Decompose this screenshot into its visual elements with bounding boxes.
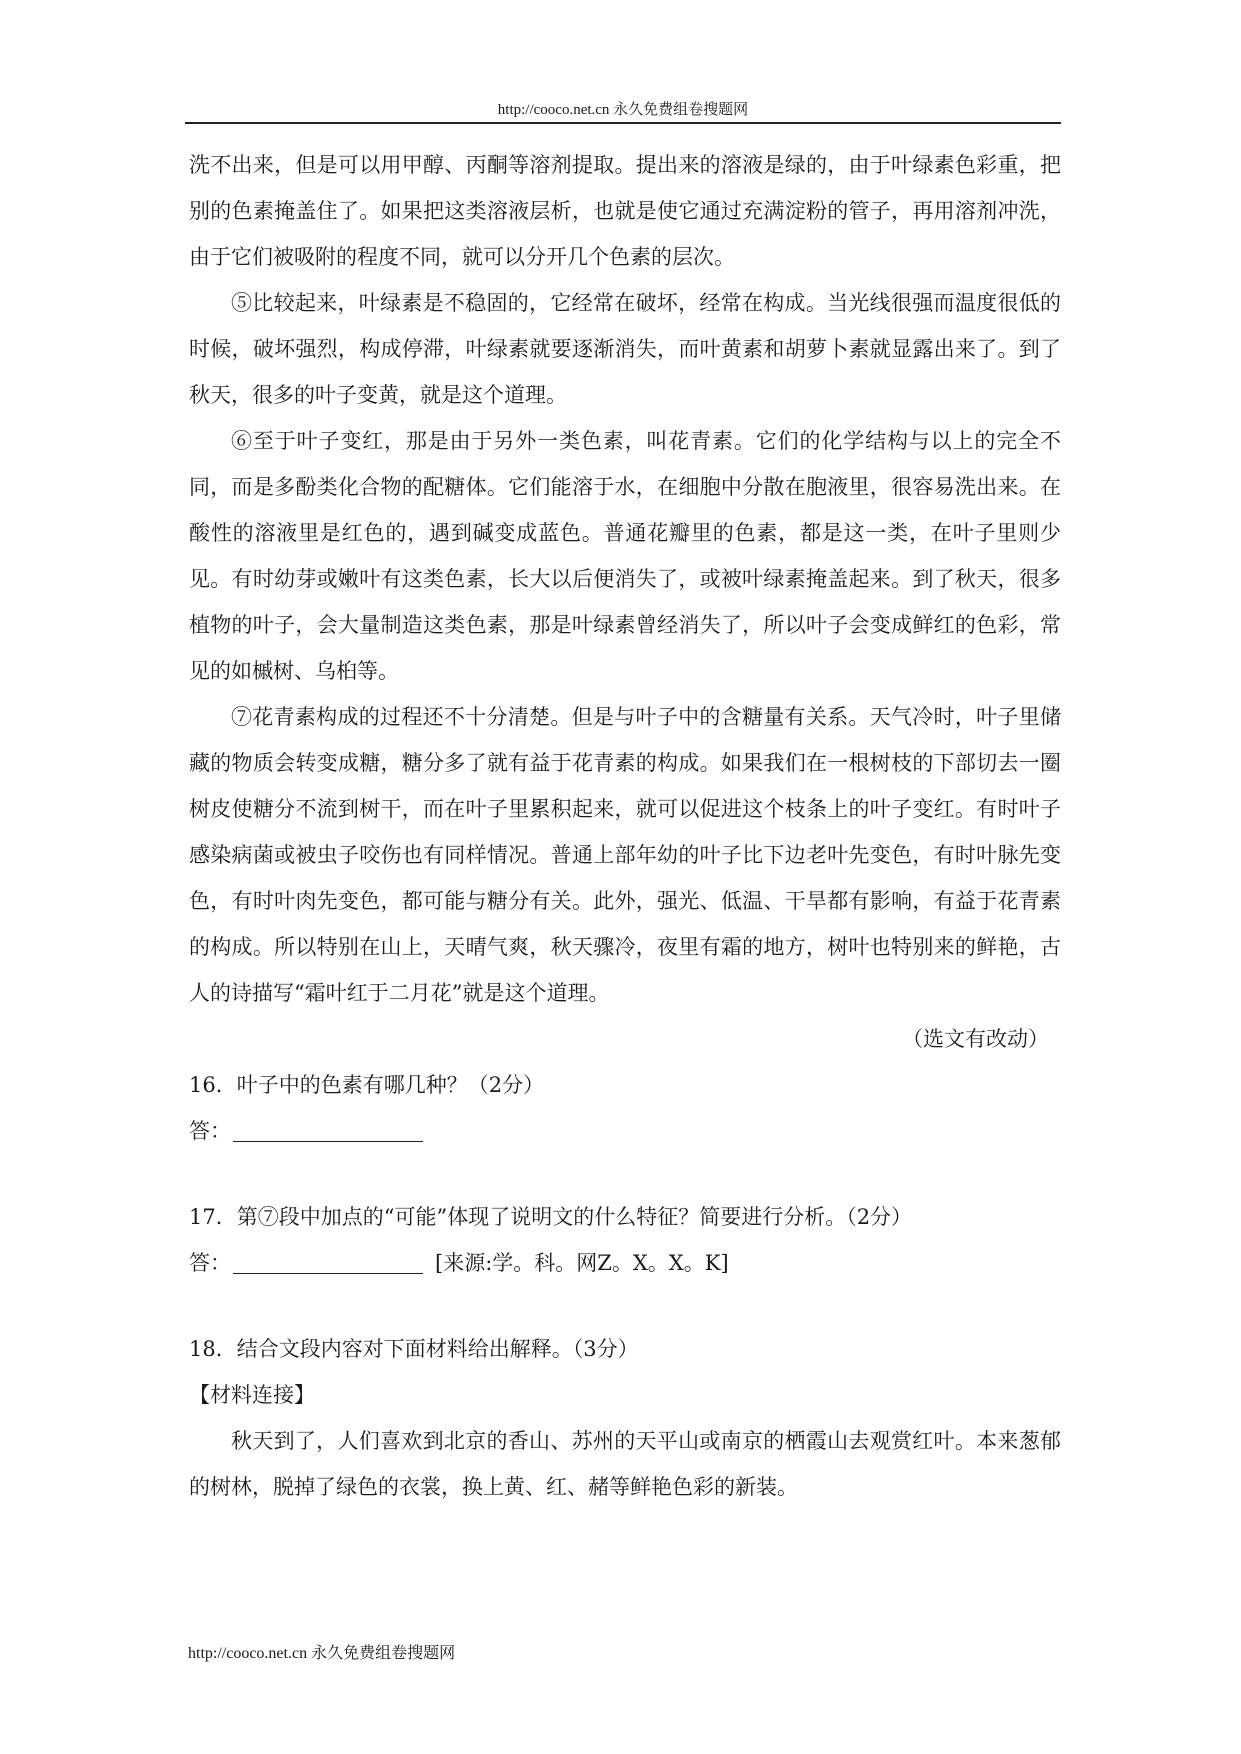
- answer-16-blank[interactable]: [233, 1115, 423, 1142]
- document-body: [189, 142, 1061, 1510]
- source-tag: [来源:学。科。网Z。X。X。K]: [435, 1251, 729, 1275]
- answer-16: [189, 1108, 1061, 1154]
- answer-17-blank[interactable]: [233, 1247, 423, 1274]
- answer-label: 答：: [189, 1251, 231, 1275]
- paragraph-7: ⑦花青素构成的过程还不十分清楚。但是与叶子中的含糖量有关系。天气冷时，叶子里储藏的物质会转变成糖，糖分多了就有益于花青素的构成。如果我们在一根树枝的下部切去一圈树皮使糖分不流到树干，而在叶子里累积起来，就可以促进这个枝条上的叶子变红。有时叶子感染病菌或被虫子咬伤也有同样情况。普通上部年幼的叶子比下边老叶先变色，有时叶脉先变色，有时叶肉先变色，都可能与糖分有关。此外，强光、低温、干旱都有影响，有益于花青素的构成。所以特别在山上，天晴气爽，秋天骤冷，夜里有霜的地方，树叶也特别来的鲜艳，古人的诗描写“霜叶红于二月花”就是这个道理。: [189, 705, 1061, 1005]
- question-18: 18．结合文段内容对下面材料给出解释。（3分）: [189, 1337, 639, 1361]
- answer-17: [189, 1240, 1061, 1286]
- header-divider: [185, 122, 1061, 124]
- material-heading: 【材料连接】: [189, 1383, 315, 1407]
- material-text: 秋天到了，人们喜欢到北京的香山、苏州的天平山或南京的栖霞山去观赏红叶。本来葱郁的树林，脱掉了绿色的衣裳，换上黄、红、赭等鲜艳色彩的新装。: [189, 1429, 1061, 1499]
- spacer: [189, 1154, 1061, 1194]
- spacer: [189, 1286, 1061, 1326]
- paragraph-continued: 洗不出来，但是可以用甲醇、丙酮等溶剂提取。提出来的溶液是绿的，由于叶绿素色彩重，把别的色素掩盖住了。如果把这类溶液层析，也就是使它通过充满淀粉的管子，再用溶剂冲洗，由于它们被吸附的程度不同，就可以分开几个色素的层次。: [189, 153, 1061, 269]
- source-note: （选文有改动）: [902, 1027, 1049, 1051]
- question-16: 16．叶子中的色素有哪几种？（2分）: [189, 1073, 545, 1097]
- paragraph-5: ⑤比较起来，叶绿素是不稳固的，它经常在破坏，经常在构成。当光线很强而温度很低的时候，破坏强烈，构成停滞，叶绿素就要逐渐消失，而叶黄素和胡萝卜素就显露出来了。到了秋天，很多的叶子变黄，就是这个道理。: [189, 291, 1061, 407]
- page-header: http://cooco.net.cn 永久免费组卷搜题网: [497, 102, 749, 118]
- answer-label: 答：: [189, 1119, 231, 1143]
- paragraph-6: ⑥至于叶子变红，那是由于另外一类色素，叫花青素。它们的化学结构与以上的完全不同，而是多酚类化合物的配糖体。它们能溶于水，在细胞中分散在胞液里，很容易洗出来。在酸性的溶液里是红色的，遇到碱变成蓝色。普通花瓣里的色素，都是这一类，在叶子里则少见。有时幼芽或嫩叶有这类色素，长大以后便消失了，或被叶绿素掩盖起来。到了秋天，很多植物的叶子，会大量制造这类色素，那是叶绿素曾经消失了，所以叶子会变成鲜红的色彩，常见的如槭树、乌桕等。: [189, 429, 1061, 683]
- question-17: 17．第⑦段中加点的“可能”体现了说明文的什么特征？简要进行分析。（2分）: [189, 1205, 913, 1229]
- page-footer: http://cooco.net.cn 永久免费组卷搜题网: [188, 1645, 456, 1662]
